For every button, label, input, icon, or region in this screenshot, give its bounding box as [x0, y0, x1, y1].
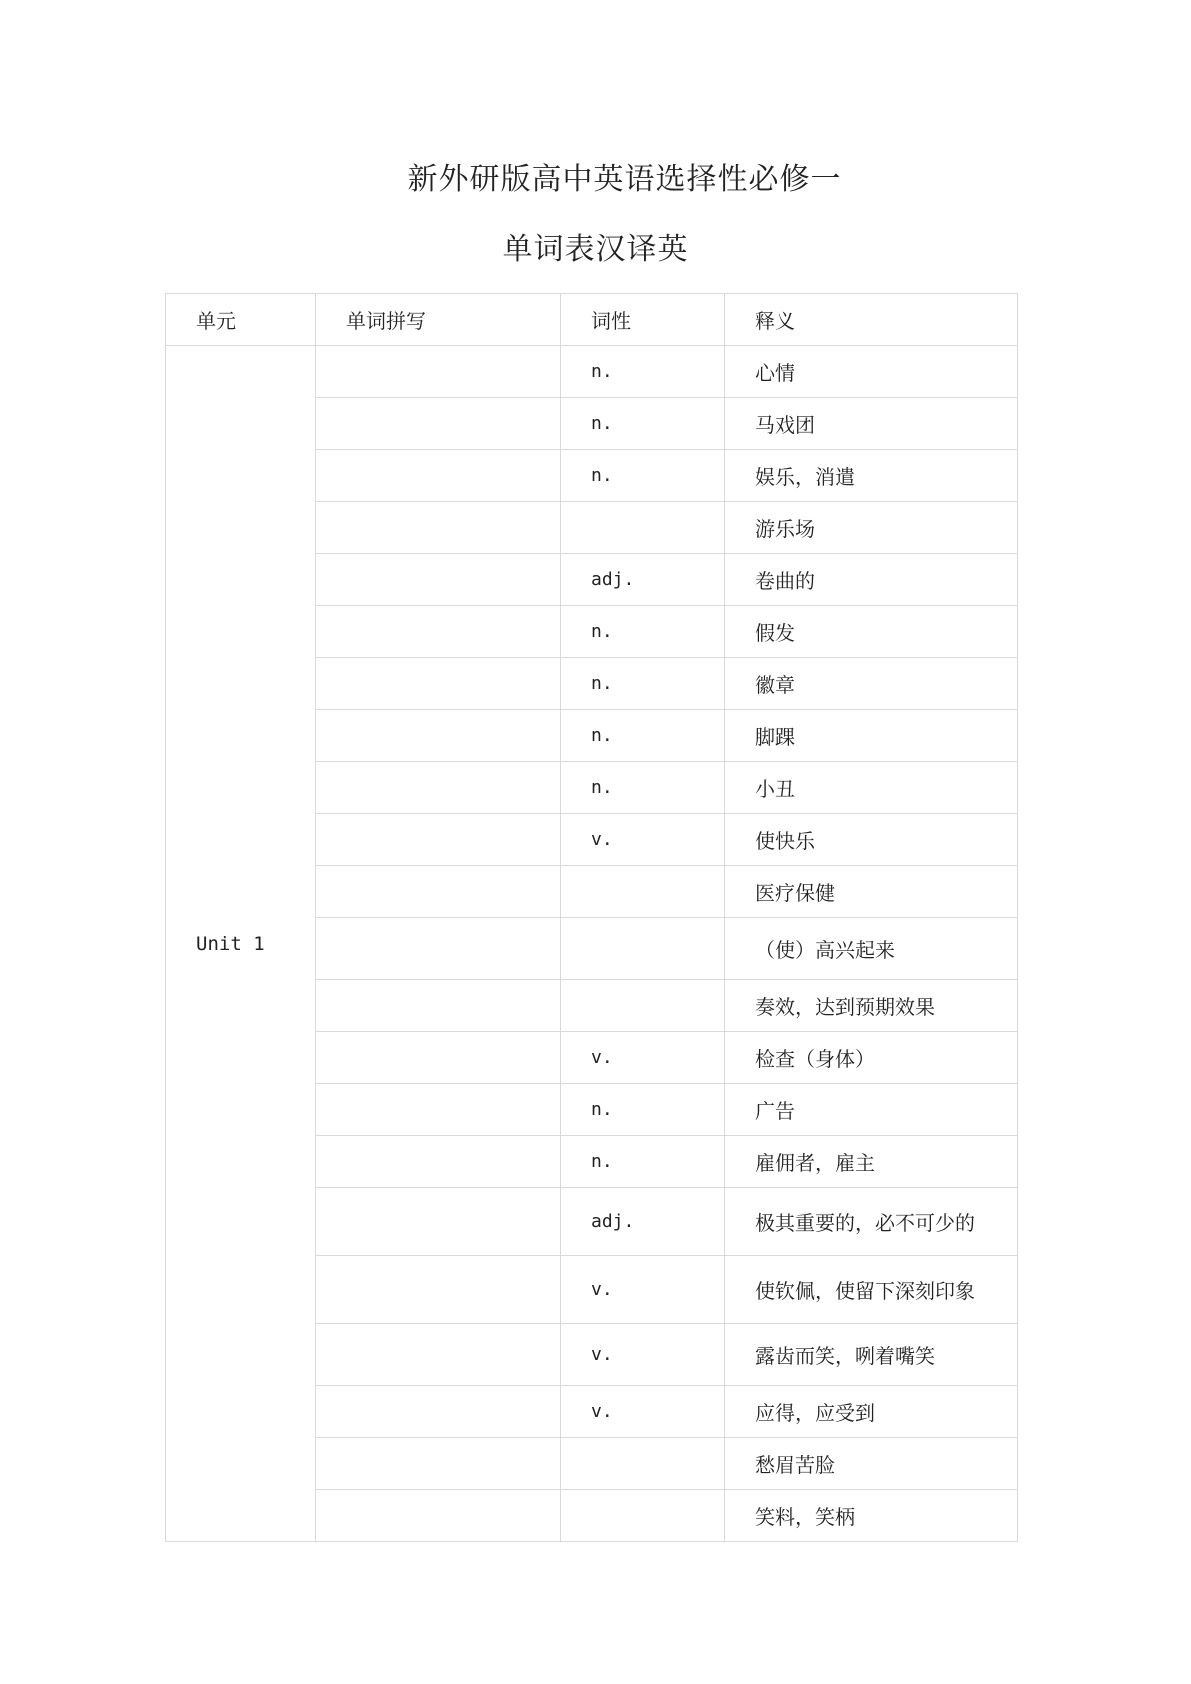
- meaning-cell: 卷曲的: [725, 554, 1018, 606]
- spelling-cell[interactable]: [316, 762, 561, 814]
- spelling-cell[interactable]: [316, 450, 561, 502]
- spelling-cell[interactable]: [316, 346, 561, 398]
- pos-cell: n.: [561, 1136, 725, 1188]
- pos-cell: v.: [561, 1324, 725, 1386]
- table-header-row: [166, 294, 1018, 346]
- header-meaning: 释义: [725, 294, 1018, 346]
- spelling-cell[interactable]: [316, 1188, 561, 1256]
- pos-cell: n.: [561, 346, 725, 398]
- meaning-cell: 心情: [725, 346, 1018, 398]
- spelling-cell[interactable]: [316, 658, 561, 710]
- meaning-cell: 马戏团: [725, 398, 1018, 450]
- pos-cell: [561, 866, 725, 918]
- spelling-cell[interactable]: [316, 606, 561, 658]
- meaning-cell: 娱乐，消遣: [725, 450, 1018, 502]
- pos-cell: n.: [561, 450, 725, 502]
- meaning-cell: 使钦佩，使留下深刻印象: [725, 1256, 1018, 1324]
- pos-cell: [561, 1438, 725, 1490]
- meaning-cell: 露齿而笑，咧着嘴笑: [725, 1324, 1018, 1386]
- header-spelling: 单词拼写: [316, 294, 561, 346]
- meaning-cell: 徽章: [725, 658, 1018, 710]
- meaning-cell: 奏效，达到预期效果: [725, 980, 1018, 1032]
- spelling-cell[interactable]: [316, 1386, 561, 1438]
- meaning-cell: 愁眉苦脸: [725, 1438, 1018, 1490]
- vocabulary-table: [165, 293, 1018, 1542]
- spelling-cell[interactable]: [316, 1136, 561, 1188]
- table-row: [166, 346, 1018, 398]
- spelling-cell[interactable]: [316, 866, 561, 918]
- pos-cell: [561, 1490, 725, 1542]
- document-subtitle: 单词表汉译英: [502, 232, 689, 267]
- meaning-cell: 检查（身体）: [725, 1032, 1018, 1084]
- pos-cell: n.: [561, 606, 725, 658]
- spelling-cell[interactable]: [316, 1084, 561, 1136]
- pos-cell: v.: [561, 1032, 725, 1084]
- spelling-cell[interactable]: [316, 502, 561, 554]
- spelling-cell[interactable]: [316, 1490, 561, 1542]
- pos-cell: v.: [561, 1386, 725, 1438]
- pos-cell: adj.: [561, 1188, 725, 1256]
- pos-cell: n.: [561, 658, 725, 710]
- pos-cell: n.: [561, 1084, 725, 1136]
- spelling-cell[interactable]: [316, 398, 561, 450]
- document-title: 新外研版高中英语选择性必修一: [407, 162, 842, 197]
- meaning-cell: 极其重要的，必不可少的: [725, 1188, 1018, 1256]
- pos-cell: v.: [561, 1256, 725, 1324]
- pos-cell: n.: [561, 398, 725, 450]
- pos-cell: n.: [561, 762, 725, 814]
- meaning-cell: 游乐场: [725, 502, 1018, 554]
- spelling-cell[interactable]: [316, 554, 561, 606]
- meaning-cell: 医疗保健: [725, 866, 1018, 918]
- pos-cell: [561, 918, 725, 980]
- meaning-cell: 小丑: [725, 762, 1018, 814]
- spelling-cell[interactable]: [316, 980, 561, 1032]
- meaning-cell: 雇佣者，雇主: [725, 1136, 1018, 1188]
- spelling-cell[interactable]: [316, 1438, 561, 1490]
- pos-cell: [561, 502, 725, 554]
- unit-cell: Unit 1: [166, 346, 316, 1542]
- meaning-cell: 广告: [725, 1084, 1018, 1136]
- spelling-cell[interactable]: [316, 1324, 561, 1386]
- meaning-cell: 笑料，笑柄: [725, 1490, 1018, 1542]
- header-pos: 词性: [561, 294, 725, 346]
- spelling-cell[interactable]: [316, 1256, 561, 1324]
- pos-cell: n.: [561, 710, 725, 762]
- spelling-cell[interactable]: [316, 918, 561, 980]
- meaning-cell: （使）高兴起来: [725, 918, 1018, 980]
- meaning-cell: 应得，应受到: [725, 1386, 1018, 1438]
- header-unit: 单元: [166, 294, 316, 346]
- meaning-cell: 使快乐: [725, 814, 1018, 866]
- pos-cell: v.: [561, 814, 725, 866]
- meaning-cell: 脚踝: [725, 710, 1018, 762]
- pos-cell: [561, 980, 725, 1032]
- pos-cell: adj.: [561, 554, 725, 606]
- spelling-cell[interactable]: [316, 1032, 561, 1084]
- meaning-cell: 假发: [725, 606, 1018, 658]
- spelling-cell[interactable]: [316, 814, 561, 866]
- spelling-cell[interactable]: [316, 710, 561, 762]
